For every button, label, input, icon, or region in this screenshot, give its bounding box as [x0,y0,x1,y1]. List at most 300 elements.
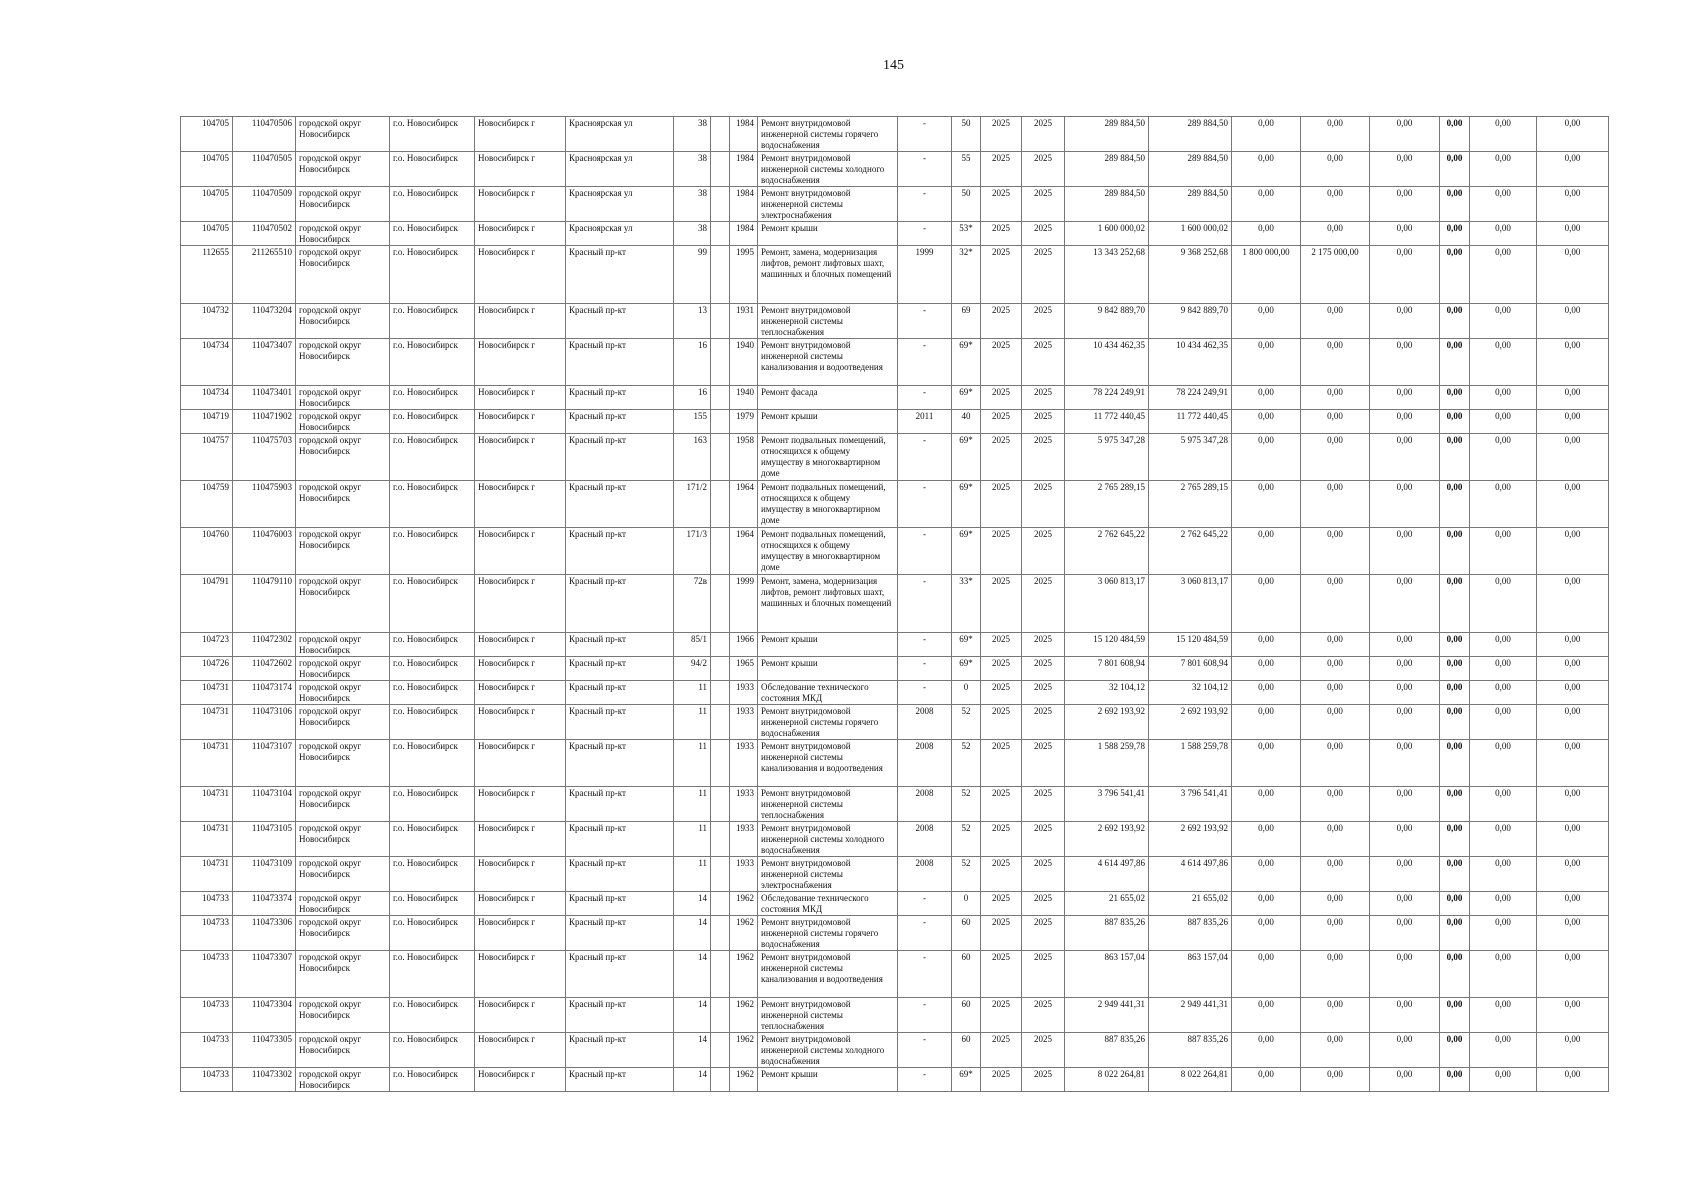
cell-house-number: 14 [674,916,711,951]
cell-additional-funds: 0,00 [1537,1068,1609,1092]
cell-wear-percent: 52 [952,705,981,740]
cell-work-code: 110473107 [233,740,296,787]
table-row [181,633,1609,657]
cell-commission-year: 1964 [730,528,758,575]
cell-municipal-district: городской округ Новосибирск [296,657,390,681]
cell-house-number: 11 [674,787,711,822]
cell-work-type: Ремонт внутридомовой инженерной системы горячего водоснабжения [758,705,898,740]
cell-house-id: 104732 [181,304,233,339]
cell-federal-funds: 0,00 [1370,892,1440,916]
cell-plan-end-year: 2025 [1022,681,1065,705]
cell-owner-funds: 4 614 497,86 [1149,857,1232,892]
cell-wear-percent: 33* [952,575,981,633]
cell-regional-funds: 0,00 [1232,705,1301,740]
cell-local-funds: 0,00 [1301,657,1370,681]
cell-work-code: 110470505 [233,152,296,187]
cell-local-funds: 0,00 [1301,1068,1370,1092]
cell-house-number: 11 [674,740,711,787]
cell-settlement: г.о. Новосибирск [390,339,475,386]
cell-last-repair-year: 2011 [898,410,952,434]
cell-federal-funds: 0,00 [1370,633,1440,657]
cell-house-number: 171/3 [674,528,711,575]
cell-street: Красный пр-кт [566,633,674,657]
cell-house-id: 104734 [181,386,233,410]
cell-locality: Новосибирск г [475,1068,566,1092]
cell-plan-start-year: 2025 [981,222,1022,246]
table-row [181,152,1609,187]
cell-other-funds: 0,00 [1440,339,1470,386]
cell-local-funds: 0,00 [1301,740,1370,787]
cell-street: Красный пр-кт [566,857,674,892]
cell-work-code: 110475903 [233,481,296,528]
cell-last-repair-year: 2008 [898,822,952,857]
cell-work-type: Ремонт внутридомовой инженерной системы электроснабжения [758,857,898,892]
cell-locality: Новосибирск г [475,916,566,951]
cell-settlement: г.о. Новосибирск [390,705,475,740]
cell-commission-year: 1940 [730,386,758,410]
cell-house-number: 38 [674,187,711,222]
cell-wear-percent: 52 [952,857,981,892]
cell-other-funds: 0,00 [1440,633,1470,657]
cell-other-funds: 0,00 [1440,410,1470,434]
table-row [181,705,1609,740]
cell-local-funds: 0,00 [1301,187,1370,222]
cell-federal-funds: 0,00 [1370,246,1440,304]
cell-last-repair-year: - [898,892,952,916]
cell-locality: Новосибирск г [475,822,566,857]
cell-building [711,916,730,951]
cell-owner-funds: 887 835,26 [1149,1033,1232,1068]
cell-house-id: 104731 [181,787,233,822]
cell-building [711,481,730,528]
cell-house-number: 14 [674,1033,711,1068]
cell-house-id: 104723 [181,633,233,657]
cell-additional-funds: 0,00 [1537,740,1609,787]
cell-total-cost: 7 801 608,94 [1065,657,1149,681]
cell-work-type: Обследование технического состояния МКД [758,892,898,916]
cell-plan-end-year: 2025 [1022,386,1065,410]
cell-street: Красноярская ул [566,152,674,187]
cell-total-cost: 9 842 889,70 [1065,304,1149,339]
cell-additional-funds: 0,00 [1537,998,1609,1033]
cell-last-repair-year: 2008 [898,787,952,822]
cell-building [711,386,730,410]
cell-wear-percent: 53* [952,222,981,246]
cell-work-code: 110472302 [233,633,296,657]
cell-federal-funds: 0,00 [1370,1068,1440,1092]
cell-local-funds: 0,00 [1301,117,1370,152]
cell-building [711,657,730,681]
cell-commission-year: 1962 [730,1068,758,1092]
cell-municipal-district: городской округ Новосибирск [296,892,390,916]
cell-additional-funds: 0,00 [1537,892,1609,916]
cell-regional-funds: 0,00 [1232,187,1301,222]
cell-regional-funds: 0,00 [1232,434,1301,481]
cell-house-number: 14 [674,951,711,998]
table-row [181,222,1609,246]
cell-settlement: г.о. Новосибирск [390,787,475,822]
cell-wear-percent: 69* [952,528,981,575]
cell-house-number: 14 [674,1068,711,1092]
cell-regional-funds: 0,00 [1232,1068,1301,1092]
cell-locality: Новосибирск г [475,304,566,339]
cell-work-type: Ремонт подвальных помещений, относящихся к общему имуществу в многоквартирном доме [758,528,898,575]
cell-municipal-district: городской округ Новосибирск [296,187,390,222]
cell-work-code: 110470502 [233,222,296,246]
cell-total-cost: 2 692 193,92 [1065,822,1149,857]
cell-owner-funds: 10 434 462,35 [1149,339,1232,386]
cell-local-funds: 0,00 [1301,222,1370,246]
cell-work-code: 211265510 [233,246,296,304]
cell-local-funds: 0,00 [1301,481,1370,528]
cell-plan-start-year: 2025 [981,152,1022,187]
cell-building [711,304,730,339]
table-row [181,304,1609,339]
cell-house-number: 85/1 [674,633,711,657]
cell-additional-funds: 0,00 [1537,857,1609,892]
cell-owner-funds: 2 692 193,92 [1149,705,1232,740]
cell-municipal-district: городской округ Новосибирск [296,339,390,386]
cell-house-id: 104705 [181,152,233,187]
cell-regional-funds: 0,00 [1232,633,1301,657]
cell-building [711,681,730,705]
cell-settlement: г.о. Новосибирск [390,1068,475,1092]
cell-plan-start-year: 2025 [981,410,1022,434]
cell-other-funds: 0,00 [1440,951,1470,998]
cell-house-number: 11 [674,705,711,740]
cell-house-number: 38 [674,117,711,152]
cell-locality: Новосибирск г [475,857,566,892]
cell-reserve-funds: 0,00 [1470,951,1537,998]
cell-plan-start-year: 2025 [981,857,1022,892]
cell-wear-percent: 0 [952,681,981,705]
cell-commission-year: 1999 [730,575,758,633]
table-row [181,998,1609,1033]
cell-additional-funds: 0,00 [1537,787,1609,822]
cell-building [711,434,730,481]
cell-last-repair-year: - [898,657,952,681]
cell-federal-funds: 0,00 [1370,386,1440,410]
cell-reserve-funds: 0,00 [1470,152,1537,187]
cell-additional-funds: 0,00 [1537,117,1609,152]
cell-settlement: г.о. Новосибирск [390,633,475,657]
cell-street: Красноярская ул [566,222,674,246]
cell-municipal-district: городской округ Новосибирск [296,410,390,434]
cell-federal-funds: 0,00 [1370,740,1440,787]
cell-wear-percent: 50 [952,187,981,222]
cell-regional-funds: 0,00 [1232,117,1301,152]
cell-street: Красный пр-кт [566,304,674,339]
cell-federal-funds: 0,00 [1370,152,1440,187]
cell-work-code: 110473306 [233,916,296,951]
cell-owner-funds: 7 801 608,94 [1149,657,1232,681]
cell-house-number: 11 [674,822,711,857]
cell-work-type: Ремонт крыши [758,222,898,246]
cell-street: Красный пр-кт [566,951,674,998]
cell-last-repair-year: - [898,575,952,633]
cell-reserve-funds: 0,00 [1470,481,1537,528]
cell-last-repair-year: - [898,1068,952,1092]
cell-locality: Новосибирск г [475,222,566,246]
cell-plan-end-year: 2025 [1022,222,1065,246]
cell-reserve-funds: 0,00 [1470,1033,1537,1068]
cell-locality: Новосибирск г [475,681,566,705]
cell-other-funds: 0,00 [1440,916,1470,951]
cell-municipal-district: городской округ Новосибирск [296,1068,390,1092]
cell-last-repair-year: - [898,633,952,657]
cell-plan-end-year: 2025 [1022,339,1065,386]
cell-work-code: 110473104 [233,787,296,822]
cell-work-type: Ремонт внутридомовой инженерной системы теплоснабжения [758,998,898,1033]
cell-plan-end-year: 2025 [1022,1033,1065,1068]
cell-reserve-funds: 0,00 [1470,740,1537,787]
cell-house-number: 11 [674,857,711,892]
cell-additional-funds: 0,00 [1537,304,1609,339]
cell-plan-start-year: 2025 [981,951,1022,998]
cell-plan-end-year: 2025 [1022,657,1065,681]
cell-work-code: 110473302 [233,1068,296,1092]
cell-commission-year: 1958 [730,434,758,481]
cell-work-code: 110473109 [233,857,296,892]
cell-house-number: 94/2 [674,657,711,681]
cell-reserve-funds: 0,00 [1470,117,1537,152]
cell-commission-year: 1979 [730,410,758,434]
cell-work-code: 110475703 [233,434,296,481]
cell-wear-percent: 60 [952,916,981,951]
cell-regional-funds: 0,00 [1232,822,1301,857]
table-row [181,951,1609,998]
cell-total-cost: 4 614 497,86 [1065,857,1149,892]
cell-additional-funds: 0,00 [1537,481,1609,528]
cell-house-number: 72в [674,575,711,633]
table-row [181,740,1609,787]
cell-total-cost: 3 796 541,41 [1065,787,1149,822]
cell-house-id: 104731 [181,681,233,705]
cell-house-id: 104733 [181,951,233,998]
cell-house-number: 14 [674,892,711,916]
cell-owner-funds: 3 796 541,41 [1149,787,1232,822]
cell-last-repair-year: - [898,117,952,152]
cell-building [711,339,730,386]
cell-last-repair-year: - [898,434,952,481]
cell-local-funds: 0,00 [1301,951,1370,998]
cell-house-id: 104719 [181,410,233,434]
cell-plan-start-year: 2025 [981,187,1022,222]
cell-reserve-funds: 0,00 [1470,633,1537,657]
cell-commission-year: 1984 [730,152,758,187]
cell-total-cost: 2 692 193,92 [1065,705,1149,740]
cell-wear-percent: 69* [952,633,981,657]
cell-local-funds: 0,00 [1301,998,1370,1033]
cell-house-id: 104733 [181,1033,233,1068]
cell-plan-start-year: 2025 [981,822,1022,857]
cell-building [711,152,730,187]
cell-building [711,528,730,575]
cell-wear-percent: 40 [952,410,981,434]
cell-total-cost: 289 884,50 [1065,117,1149,152]
cell-locality: Новосибирск г [475,386,566,410]
cell-regional-funds: 0,00 [1232,998,1301,1033]
cell-regional-funds: 0,00 [1232,575,1301,633]
cell-other-funds: 0,00 [1440,386,1470,410]
cell-building [711,822,730,857]
cell-total-cost: 2 949 441,31 [1065,998,1149,1033]
cell-wear-percent: 52 [952,740,981,787]
cell-municipal-district: городской округ Новосибирск [296,916,390,951]
cell-building [711,998,730,1033]
cell-regional-funds: 0,00 [1232,951,1301,998]
cell-other-funds: 0,00 [1440,705,1470,740]
cell-plan-start-year: 2025 [981,339,1022,386]
cell-street: Красный пр-кт [566,787,674,822]
cell-locality: Новосибирск г [475,740,566,787]
table-row [181,857,1609,892]
cell-reserve-funds: 0,00 [1470,222,1537,246]
cell-other-funds: 0,00 [1440,187,1470,222]
cell-street: Красный пр-кт [566,998,674,1033]
cell-house-id: 104731 [181,740,233,787]
cell-regional-funds: 0,00 [1232,528,1301,575]
cell-owner-funds: 2 949 441,31 [1149,998,1232,1033]
cell-additional-funds: 0,00 [1537,339,1609,386]
cell-regional-funds: 0,00 [1232,681,1301,705]
cell-house-number: 11 [674,681,711,705]
cell-building [711,951,730,998]
cell-commission-year: 1984 [730,187,758,222]
cell-total-cost: 78 224 249,91 [1065,386,1149,410]
cell-settlement: г.о. Новосибирск [390,152,475,187]
cell-other-funds: 0,00 [1440,681,1470,705]
cell-building [711,1068,730,1092]
cell-house-id: 112655 [181,246,233,304]
cell-street: Красноярская ул [566,117,674,152]
cell-last-repair-year: - [898,481,952,528]
table-row [181,1033,1609,1068]
cell-locality: Новосибирск г [475,633,566,657]
cell-federal-funds: 0,00 [1370,575,1440,633]
cell-work-code: 110473106 [233,705,296,740]
cell-last-repair-year: - [898,187,952,222]
cell-municipal-district: городской округ Новосибирск [296,740,390,787]
cell-last-repair-year: - [898,152,952,187]
cell-other-funds: 0,00 [1440,528,1470,575]
cell-reserve-funds: 0,00 [1470,1068,1537,1092]
cell-street: Красный пр-кт [566,1068,674,1092]
cell-plan-end-year: 2025 [1022,951,1065,998]
cell-work-type: Ремонт подвальных помещений, относящихся к общему имуществу в многоквартирном доме [758,481,898,528]
cell-plan-end-year: 2025 [1022,857,1065,892]
cell-regional-funds: 0,00 [1232,152,1301,187]
cell-local-funds: 0,00 [1301,339,1370,386]
cell-additional-funds: 0,00 [1537,187,1609,222]
cell-owner-funds: 32 104,12 [1149,681,1232,705]
cell-building [711,740,730,787]
cell-other-funds: 0,00 [1440,222,1470,246]
cell-plan-start-year: 2025 [981,892,1022,916]
cell-municipal-district: городской округ Новосибирск [296,951,390,998]
cell-locality: Новосибирск г [475,657,566,681]
cell-commission-year: 1962 [730,998,758,1033]
table-row [181,916,1609,951]
cell-owner-funds: 9 368 252,68 [1149,246,1232,304]
cell-total-cost: 863 157,04 [1065,951,1149,998]
cell-last-repair-year: 2008 [898,705,952,740]
cell-work-type: Ремонт внутридомовой инженерной системы холодного водоснабжения [758,822,898,857]
cell-last-repair-year: - [898,681,952,705]
cell-plan-end-year: 2025 [1022,892,1065,916]
cell-other-funds: 0,00 [1440,1068,1470,1092]
cell-municipal-district: городской округ Новосибирск [296,434,390,481]
cell-locality: Новосибирск г [475,575,566,633]
cell-wear-percent: 50 [952,117,981,152]
cell-building [711,633,730,657]
cell-building [711,857,730,892]
cell-street: Красный пр-кт [566,386,674,410]
cell-regional-funds: 0,00 [1232,222,1301,246]
cell-owner-funds: 1 600 000,02 [1149,222,1232,246]
table-row [181,575,1609,633]
cell-regional-funds: 0,00 [1232,787,1301,822]
cell-plan-end-year: 2025 [1022,434,1065,481]
cell-plan-start-year: 2025 [981,787,1022,822]
cell-work-code: 110473105 [233,822,296,857]
cell-regional-funds: 0,00 [1232,481,1301,528]
cell-regional-funds: 0,00 [1232,339,1301,386]
cell-street: Красный пр-кт [566,246,674,304]
cell-plan-end-year: 2025 [1022,410,1065,434]
cell-commission-year: 1931 [730,304,758,339]
cell-reserve-funds: 0,00 [1470,339,1537,386]
cell-house-number: 38 [674,222,711,246]
cell-other-funds: 0,00 [1440,117,1470,152]
cell-locality: Новосибирск г [475,481,566,528]
cell-street: Красный пр-кт [566,410,674,434]
cell-other-funds: 0,00 [1440,434,1470,481]
cell-other-funds: 0,00 [1440,1033,1470,1068]
cell-local-funds: 0,00 [1301,1033,1370,1068]
cell-owner-funds: 1 588 259,78 [1149,740,1232,787]
cell-settlement: г.о. Новосибирск [390,434,475,481]
cell-federal-funds: 0,00 [1370,304,1440,339]
cell-house-id: 104760 [181,528,233,575]
cell-street: Красный пр-кт [566,657,674,681]
cell-total-cost: 13 343 252,68 [1065,246,1149,304]
cell-regional-funds: 1 800 000,00 [1232,246,1301,304]
cell-house-id: 104705 [181,187,233,222]
table-row [181,434,1609,481]
cell-reserve-funds: 0,00 [1470,916,1537,951]
cell-owner-funds: 5 975 347,28 [1149,434,1232,481]
cell-municipal-district: городской округ Новосибирск [296,575,390,633]
cell-wear-percent: 69* [952,657,981,681]
cell-municipal-district: городской округ Новосибирск [296,528,390,575]
table-row [181,481,1609,528]
cell-plan-start-year: 2025 [981,1068,1022,1092]
cell-last-repair-year: 2008 [898,857,952,892]
cell-street: Красный пр-кт [566,822,674,857]
cell-house-id: 104705 [181,117,233,152]
cell-total-cost: 11 772 440,45 [1065,410,1149,434]
cell-commission-year: 1933 [730,787,758,822]
cell-owner-funds: 11 772 440,45 [1149,410,1232,434]
cell-municipal-district: городской округ Новосибирск [296,705,390,740]
cell-additional-funds: 0,00 [1537,222,1609,246]
cell-commission-year: 1984 [730,222,758,246]
cell-locality: Новосибирск г [475,410,566,434]
cell-house-id: 104731 [181,822,233,857]
cell-regional-funds: 0,00 [1232,857,1301,892]
cell-building [711,575,730,633]
